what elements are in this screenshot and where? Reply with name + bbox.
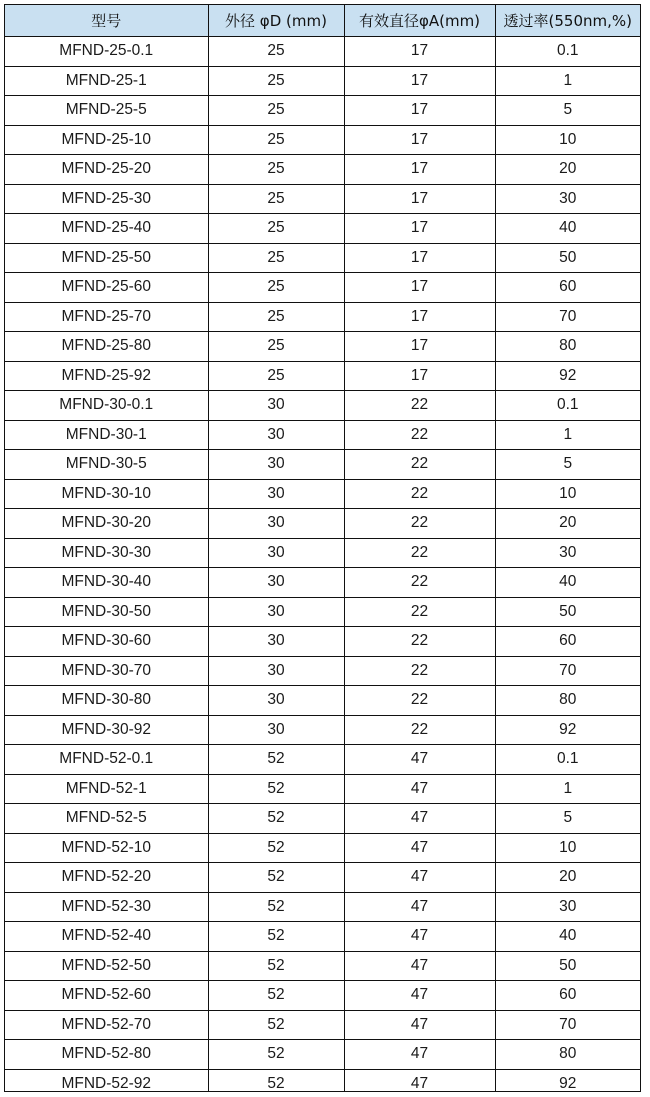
table-row (5, 715, 640, 745)
table-row (5, 538, 640, 568)
cell-transmittance: 50 (495, 597, 640, 627)
table-row (5, 686, 640, 716)
cell-transmittance: 20 (495, 155, 640, 185)
cell-effective-diameter: 22 (344, 686, 495, 716)
cell-model: MFND-25-10 (5, 125, 208, 155)
cell-model: MFND-30-40 (5, 568, 208, 598)
header-transmittance: 透过率(550nm,%) (495, 5, 640, 37)
cell-outer-diameter: 52 (208, 981, 344, 1011)
cell-outer-diameter: 52 (208, 774, 344, 804)
table-row (5, 892, 640, 922)
table-row (5, 450, 640, 480)
spec-table (5, 5, 640, 1092)
cell-model: MFND-25-60 (5, 273, 208, 303)
cell-effective-diameter: 22 (344, 627, 495, 657)
table-row (5, 1040, 640, 1070)
cell-model: MFND-25-1 (5, 66, 208, 96)
cell-transmittance: 5 (495, 450, 640, 480)
cell-effective-diameter: 47 (344, 951, 495, 981)
cell-outer-diameter: 30 (208, 509, 344, 539)
cell-model: MFND-30-60 (5, 627, 208, 657)
cell-outer-diameter: 30 (208, 420, 344, 450)
cell-effective-diameter: 17 (344, 273, 495, 303)
cell-effective-diameter: 47 (344, 922, 495, 952)
cell-outer-diameter: 30 (208, 597, 344, 627)
cell-effective-diameter: 17 (344, 214, 495, 244)
cell-model: MFND-52-5 (5, 804, 208, 834)
cell-model: MFND-30-50 (5, 597, 208, 627)
cell-model: MFND-30-5 (5, 450, 208, 480)
cell-outer-diameter: 30 (208, 450, 344, 480)
cell-model: MFND-30-92 (5, 715, 208, 745)
cell-effective-diameter: 47 (344, 1040, 495, 1070)
cell-effective-diameter: 47 (344, 804, 495, 834)
cell-transmittance: 30 (495, 184, 640, 214)
table-row (5, 302, 640, 332)
cell-effective-diameter: 17 (344, 243, 495, 273)
cell-outer-diameter: 52 (208, 833, 344, 863)
table-row (5, 597, 640, 627)
cell-effective-diameter: 47 (344, 863, 495, 893)
cell-transmittance: 20 (495, 509, 640, 539)
table-body (5, 37, 640, 1093)
cell-transmittance: 92 (495, 361, 640, 391)
cell-model: MFND-30-80 (5, 686, 208, 716)
table-header (5, 5, 640, 37)
table-row (5, 184, 640, 214)
cell-outer-diameter: 52 (208, 745, 344, 775)
spec-table-frame (4, 4, 641, 1092)
cell-model: MFND-52-92 (5, 1069, 208, 1092)
cell-effective-diameter: 22 (344, 568, 495, 598)
cell-transmittance: 80 (495, 332, 640, 362)
cell-model: MFND-52-30 (5, 892, 208, 922)
cell-transmittance: 0.1 (495, 391, 640, 421)
table-row (5, 96, 640, 126)
cell-effective-diameter: 47 (344, 892, 495, 922)
cell-transmittance: 10 (495, 479, 640, 509)
cell-effective-diameter: 22 (344, 715, 495, 745)
cell-model: MFND-52-80 (5, 1040, 208, 1070)
table-row (5, 155, 640, 185)
cell-outer-diameter: 30 (208, 686, 344, 716)
cell-transmittance: 5 (495, 804, 640, 834)
cell-outer-diameter: 25 (208, 66, 344, 96)
cell-effective-diameter: 47 (344, 745, 495, 775)
cell-model: MFND-25-5 (5, 96, 208, 126)
cell-transmittance: 5 (495, 96, 640, 126)
table-row (5, 774, 640, 804)
cell-outer-diameter: 52 (208, 804, 344, 834)
cell-outer-diameter: 52 (208, 863, 344, 893)
cell-effective-diameter: 47 (344, 1010, 495, 1040)
cell-outer-diameter: 30 (208, 391, 344, 421)
table-row (5, 361, 640, 391)
cell-model: MFND-25-50 (5, 243, 208, 273)
cell-effective-diameter: 22 (344, 391, 495, 421)
cell-model: MFND-52-50 (5, 951, 208, 981)
cell-model: MFND-25-20 (5, 155, 208, 185)
header-effective-diameter: 有效直径φA(mm) (344, 5, 495, 37)
table-row (5, 1069, 640, 1092)
cell-effective-diameter: 22 (344, 538, 495, 568)
table-row (5, 627, 640, 657)
cell-model: MFND-52-60 (5, 981, 208, 1011)
cell-effective-diameter: 17 (344, 37, 495, 67)
cell-outer-diameter: 52 (208, 951, 344, 981)
cell-outer-diameter: 52 (208, 1010, 344, 1040)
cell-outer-diameter: 25 (208, 302, 344, 332)
cell-effective-diameter: 47 (344, 981, 495, 1011)
cell-effective-diameter: 17 (344, 96, 495, 126)
cell-transmittance: 70 (495, 302, 640, 332)
cell-outer-diameter: 25 (208, 273, 344, 303)
cell-transmittance: 30 (495, 892, 640, 922)
table-row (5, 863, 640, 893)
table-row (5, 332, 640, 362)
header-outer-diameter: 外径 φD (mm) (208, 5, 344, 37)
cell-model: MFND-30-0.1 (5, 391, 208, 421)
cell-model: MFND-52-0.1 (5, 745, 208, 775)
cell-transmittance: 60 (495, 627, 640, 657)
cell-transmittance: 80 (495, 1040, 640, 1070)
cell-outer-diameter: 25 (208, 155, 344, 185)
cell-model: MFND-25-70 (5, 302, 208, 332)
cell-outer-diameter: 25 (208, 184, 344, 214)
cell-outer-diameter: 30 (208, 538, 344, 568)
cell-outer-diameter: 25 (208, 361, 344, 391)
cell-outer-diameter: 52 (208, 1069, 344, 1092)
cell-outer-diameter: 25 (208, 125, 344, 155)
table-row (5, 391, 640, 421)
table-row (5, 243, 640, 273)
cell-model: MFND-52-40 (5, 922, 208, 952)
table-row (5, 745, 640, 775)
table-row (5, 922, 640, 952)
table-row (5, 479, 640, 509)
cell-transmittance: 1 (495, 774, 640, 804)
cell-outer-diameter: 30 (208, 715, 344, 745)
cell-outer-diameter: 30 (208, 568, 344, 598)
cell-transmittance: 70 (495, 656, 640, 686)
cell-transmittance: 1 (495, 66, 640, 96)
table-row (5, 37, 640, 67)
cell-outer-diameter: 52 (208, 892, 344, 922)
cell-effective-diameter: 17 (344, 302, 495, 332)
cell-transmittance: 10 (495, 125, 640, 155)
table-row (5, 981, 640, 1011)
cell-effective-diameter: 17 (344, 125, 495, 155)
cell-outer-diameter: 52 (208, 1040, 344, 1070)
cell-model: MFND-52-10 (5, 833, 208, 863)
cell-outer-diameter: 25 (208, 214, 344, 244)
cell-transmittance: 20 (495, 863, 640, 893)
cell-effective-diameter: 17 (344, 332, 495, 362)
table-row (5, 273, 640, 303)
cell-transmittance: 40 (495, 214, 640, 244)
header-model: 型号 (5, 5, 208, 37)
table-row (5, 214, 640, 244)
cell-outer-diameter: 25 (208, 37, 344, 67)
header-row (5, 5, 640, 37)
cell-effective-diameter: 22 (344, 656, 495, 686)
cell-model: MFND-30-10 (5, 479, 208, 509)
cell-transmittance: 30 (495, 538, 640, 568)
cell-model: MFND-25-40 (5, 214, 208, 244)
cell-transmittance: 92 (495, 715, 640, 745)
table-row (5, 1010, 640, 1040)
cell-transmittance: 70 (495, 1010, 640, 1040)
cell-transmittance: 50 (495, 951, 640, 981)
table-row (5, 656, 640, 686)
cell-outer-diameter: 30 (208, 479, 344, 509)
table-row (5, 804, 640, 834)
cell-model: MFND-52-1 (5, 774, 208, 804)
cell-transmittance: 10 (495, 833, 640, 863)
table-row (5, 420, 640, 450)
table-row (5, 509, 640, 539)
cell-effective-diameter: 22 (344, 509, 495, 539)
cell-effective-diameter: 22 (344, 597, 495, 627)
cell-effective-diameter: 22 (344, 450, 495, 480)
cell-effective-diameter: 22 (344, 479, 495, 509)
cell-transmittance: 40 (495, 922, 640, 952)
cell-effective-diameter: 22 (344, 420, 495, 450)
cell-transmittance: 40 (495, 568, 640, 598)
cell-effective-diameter: 17 (344, 66, 495, 96)
cell-transmittance: 92 (495, 1069, 640, 1092)
cell-outer-diameter: 30 (208, 656, 344, 686)
cell-transmittance: 1 (495, 420, 640, 450)
cell-model: MFND-25-0.1 (5, 37, 208, 67)
table-row (5, 125, 640, 155)
cell-outer-diameter: 25 (208, 243, 344, 273)
cell-transmittance: 60 (495, 981, 640, 1011)
cell-model: MFND-30-1 (5, 420, 208, 450)
cell-effective-diameter: 47 (344, 833, 495, 863)
cell-model: MFND-25-92 (5, 361, 208, 391)
cell-effective-diameter: 17 (344, 155, 495, 185)
cell-model: MFND-25-80 (5, 332, 208, 362)
table-row (5, 833, 640, 863)
cell-effective-diameter: 17 (344, 361, 495, 391)
cell-model: MFND-52-20 (5, 863, 208, 893)
cell-transmittance: 80 (495, 686, 640, 716)
cell-transmittance: 0.1 (495, 745, 640, 775)
table-row (5, 951, 640, 981)
cell-model: MFND-30-70 (5, 656, 208, 686)
cell-transmittance: 0.1 (495, 37, 640, 67)
cell-effective-diameter: 47 (344, 1069, 495, 1092)
cell-model: MFND-25-30 (5, 184, 208, 214)
table-row (5, 568, 640, 598)
cell-transmittance: 50 (495, 243, 640, 273)
cell-transmittance: 60 (495, 273, 640, 303)
table-row (5, 66, 640, 96)
cell-outer-diameter: 30 (208, 627, 344, 657)
cell-outer-diameter: 52 (208, 922, 344, 952)
cell-effective-diameter: 17 (344, 184, 495, 214)
cell-effective-diameter: 47 (344, 774, 495, 804)
cell-model: MFND-30-20 (5, 509, 208, 539)
cell-model: MFND-30-30 (5, 538, 208, 568)
cell-outer-diameter: 25 (208, 96, 344, 126)
cell-outer-diameter: 25 (208, 332, 344, 362)
cell-model: MFND-52-70 (5, 1010, 208, 1040)
